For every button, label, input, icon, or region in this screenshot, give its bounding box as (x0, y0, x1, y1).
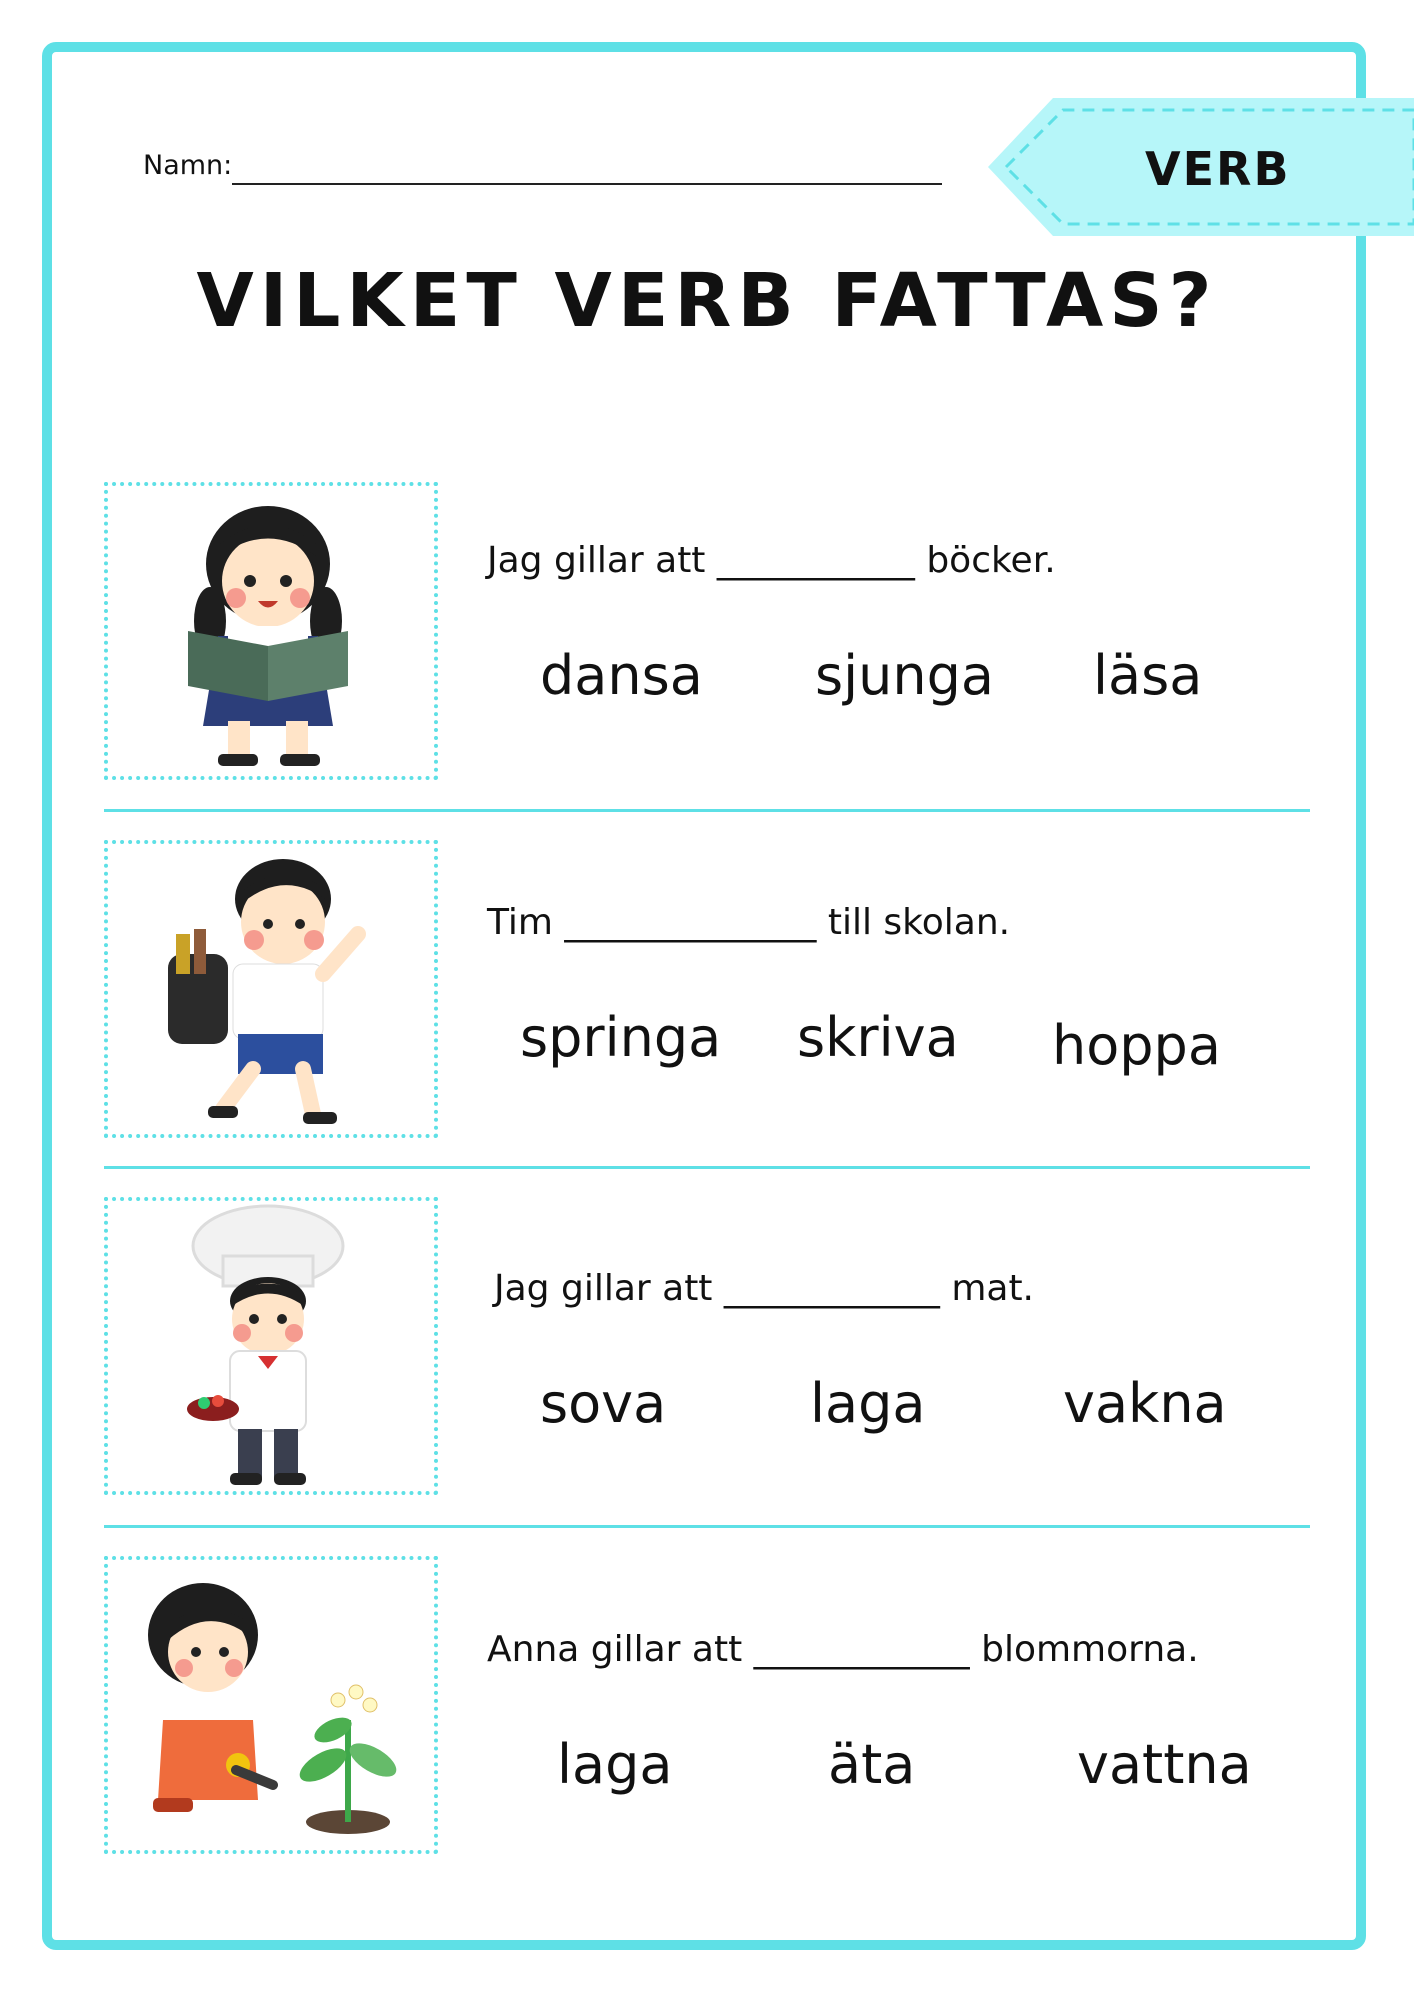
question-4-option-3[interactable]: vattna (1077, 1733, 1252, 1796)
question-1-option-2[interactable]: sjunga (815, 644, 994, 707)
question-3-option-1[interactable]: sova (540, 1372, 667, 1435)
girl-gardening-icon (104, 1556, 438, 1854)
name-write-line[interactable] (232, 183, 942, 185)
girl-reading-icon (104, 482, 438, 780)
question-4-option-2[interactable]: äta (828, 1733, 916, 1796)
question-2-option-1[interactable]: springa (520, 1006, 722, 1069)
page-title: VILKET VERB FATTAS? (196, 258, 1218, 344)
question-divider (104, 809, 1310, 812)
verb-tag-label: VERB (1145, 142, 1291, 196)
question-3-option-2[interactable]: laga (810, 1372, 926, 1435)
question-1-option-1[interactable]: dansa (540, 644, 703, 707)
question-3-sentence: Jag gillar att ____________ mat. (494, 1268, 1034, 1309)
boy-chef-cooking-icon (104, 1197, 438, 1495)
question-2-sentence: Tim ______________ till skolan. (487, 902, 1011, 943)
question-3-option-3[interactable]: vakna (1063, 1372, 1227, 1435)
question-divider (104, 1166, 1310, 1169)
question-4-sentence: Anna gillar att ____________ blommorna. (487, 1629, 1199, 1670)
question-2-option-2[interactable]: skriva (797, 1006, 959, 1069)
question-divider (104, 1525, 1310, 1528)
question-4-option-1[interactable]: laga (557, 1733, 673, 1796)
question-1-option-3[interactable]: läsa (1093, 644, 1203, 707)
question-1-sentence: Jag gillar att ___________ böcker. (487, 540, 1056, 581)
name-label: Namn: (143, 150, 233, 181)
boy-walking-to-school-icon (104, 840, 438, 1138)
question-2-option-3[interactable]: hoppa (1052, 1014, 1221, 1077)
